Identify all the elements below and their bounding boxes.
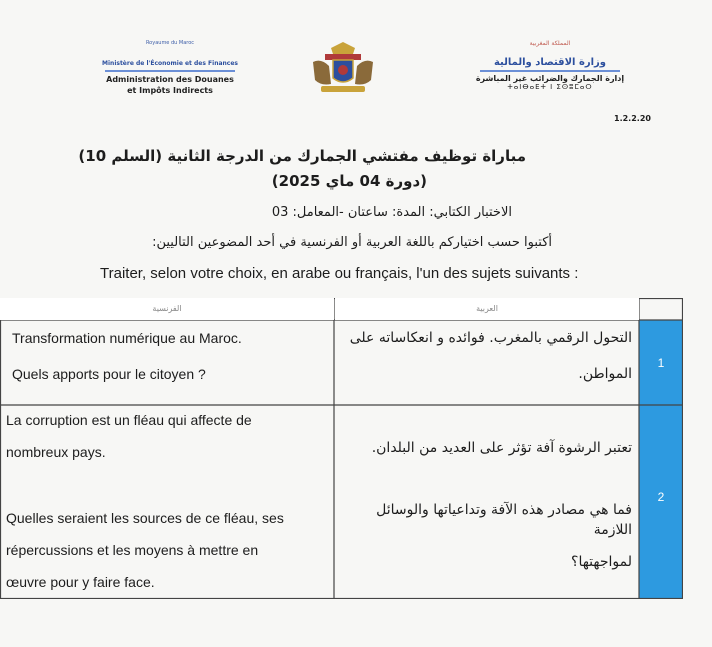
- row-2-french-line4: répercussions et les moyens à mettre en: [6, 542, 259, 558]
- header-arabic-label: العربية: [476, 304, 498, 313]
- row-1-arabic-line1: التحول الرقمي بالمغرب. فوائده و انعكاساته على: [349, 330, 632, 346]
- row-1-number: 1: [657, 356, 665, 370]
- document-reference: 1.2.2.20: [614, 114, 651, 123]
- row-2-french-line5: œuvre pour y faire face.: [6, 574, 155, 590]
- row-2-french-line3: Quelles seraient les sources de ce fléau, ses: [6, 510, 284, 526]
- left-logo-bar: [105, 70, 235, 72]
- left-kingdom-text: Royaume du Maroc: [145, 40, 195, 46]
- header-arabic: [335, 298, 639, 320]
- row-2-french: [6, 410, 328, 592]
- right-admin-text: إدارة الجمارك والضرائب غير المباشرة: [475, 74, 625, 83]
- row-2-french-line1: La corruption est un fléau qui affecte de: [6, 412, 252, 428]
- row-1-french-line2: Quels apports pour le citoyen ?: [12, 366, 206, 382]
- left-admin-line2: et Impôts Indirects: [127, 86, 213, 95]
- left-admin-line1: Administration des Douanes: [106, 75, 234, 84]
- left-logo-block: [85, 40, 255, 95]
- header-french-label: الفرنسية: [152, 304, 182, 313]
- row-2-number: 2: [657, 490, 665, 504]
- row-2-arabic-line3: لمواجهتها؟: [571, 554, 632, 570]
- row-2-arabic-line2: فما هي مصادر هذه الآفة وتداعياتها والوسائل اللازمة: [376, 502, 632, 538]
- right-kingdom-text: المملكة المغربية: [529, 40, 571, 47]
- coat-of-arms-icon: [303, 40, 383, 98]
- instruction-french: Traiter, selon votre choix, en arabe ou français, l'un des sujets suivants :: [100, 265, 579, 282]
- left-ministry-text: Ministère de l'Économie et des Finances: [102, 60, 238, 67]
- row-1-french-line1: Transformation numérique au Maroc.: [12, 330, 242, 346]
- exam-duration-line: الاختبار الكتابي: المدة: ساعتان -المعامل: 03: [271, 205, 512, 220]
- right-ministry-text: وزارة الاقتصاد والمالية: [493, 57, 607, 68]
- instruction-arabic: أكتبوا حسب اختياركم باللغة العربية أو الفرنسية في أحد المضوعين التاليين:: [152, 235, 552, 250]
- row-2-arabic-line1: تعتبر الرشوة آفة تؤثر على العديد من البلدان.: [371, 440, 632, 456]
- header-french: [0, 298, 334, 320]
- row-2-french-line2: nombreux pays.: [6, 444, 106, 460]
- row-1-arabic: [340, 328, 632, 384]
- subjects-table: [0, 298, 683, 599]
- row-1-french: [12, 328, 327, 384]
- row-2-arabic: [340, 438, 632, 572]
- right-tifinagh-text: ⵜⴰⵏⴱⴰⴹⵜ ⵏ ⵉⵙⵓⵎⴰⵔ: [507, 83, 593, 91]
- exam-title: مباراة توظيف مفتشي الجمارك من الدرجة الثانية (السلم 10): [78, 147, 526, 165]
- right-logo-block: [470, 40, 630, 91]
- right-logo-bar: [480, 70, 620, 72]
- exam-session: (دورة 04 ماي 2025): [271, 172, 427, 190]
- row-1-arabic-line2: المواطن.: [578, 366, 632, 382]
